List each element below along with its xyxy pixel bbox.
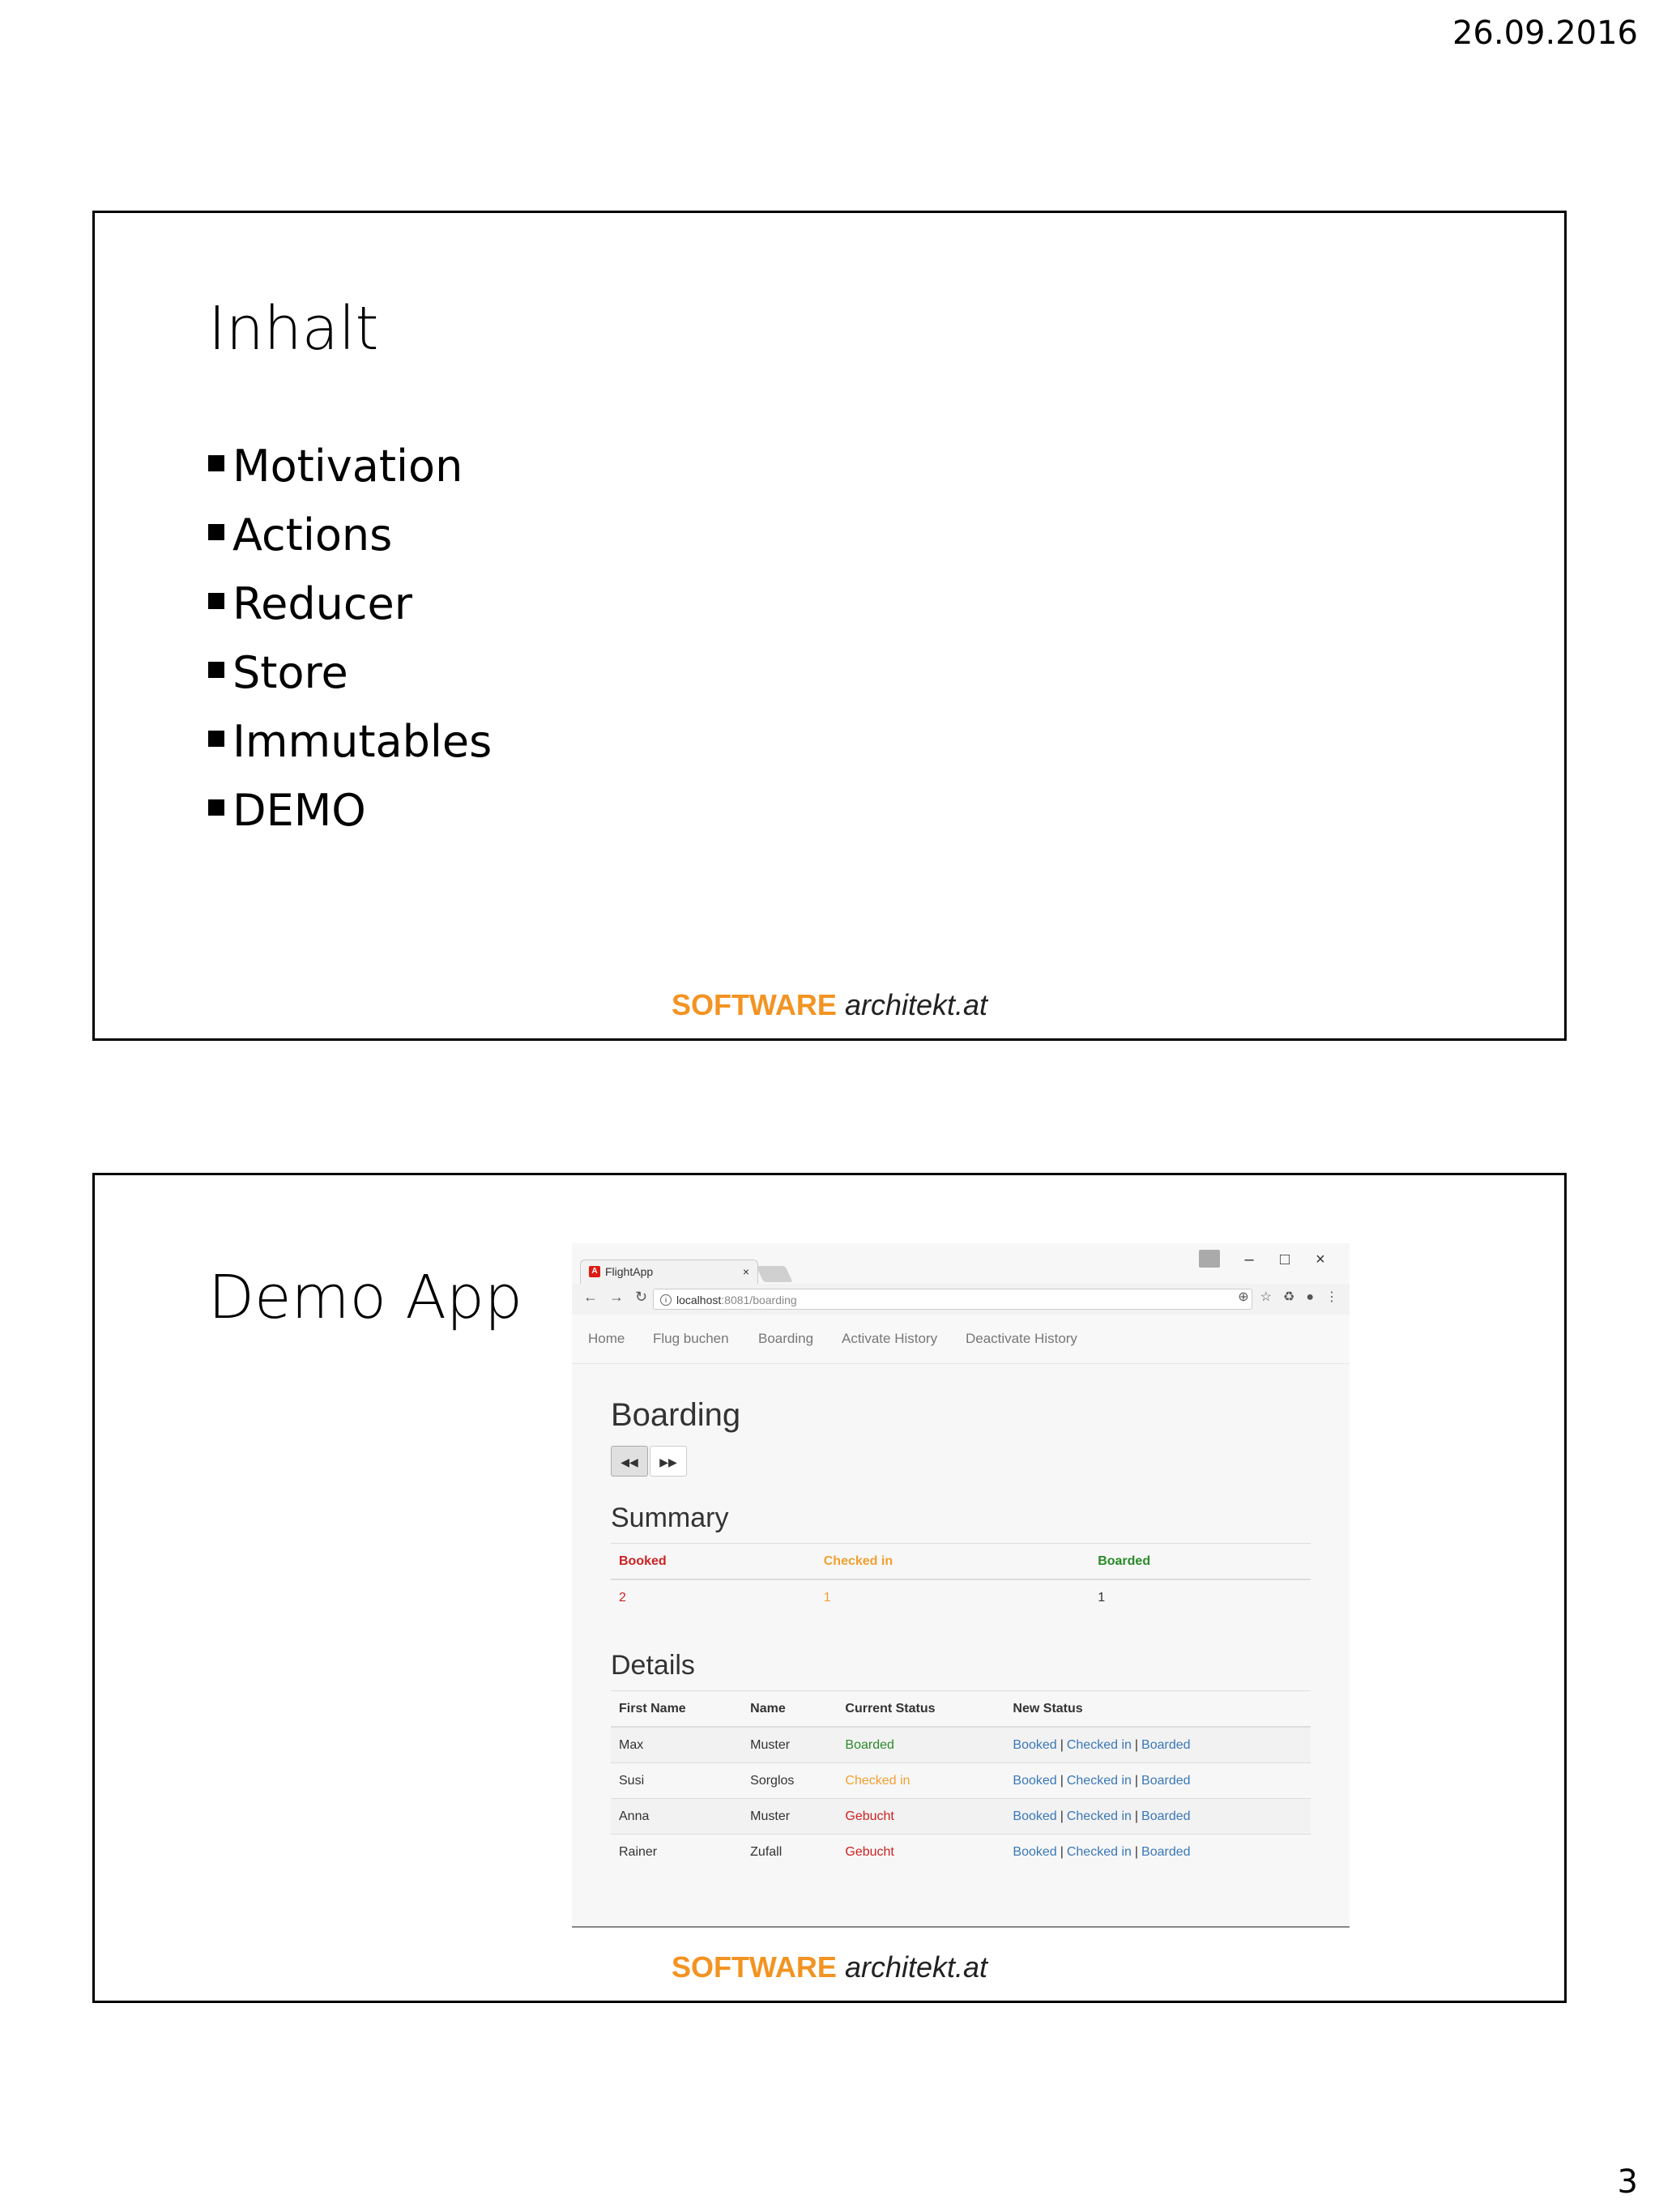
link-separator: |: [1060, 1844, 1064, 1859]
history-button-group: [611, 1446, 689, 1477]
first-name-cell: Rainer: [611, 1835, 742, 1870]
name-cell: Muster: [742, 1727, 837, 1763]
table-row: [611, 1799, 1311, 1835]
current-status-cell: Gebucht: [837, 1799, 1004, 1835]
fast-forward-button[interactable]: ▶▶: [650, 1446, 687, 1477]
first-name-cell: Anna: [611, 1799, 742, 1835]
table-row: [611, 1763, 1311, 1799]
status-link[interactable]: Boarded: [1141, 1844, 1191, 1859]
bullet-square-icon: [208, 524, 224, 540]
status-link[interactable]: Boarded: [1141, 1773, 1191, 1788]
first-name-cell: Susi: [611, 1763, 742, 1799]
name-cell: Muster: [742, 1799, 837, 1835]
bullet-square-icon: [208, 662, 224, 678]
status-link[interactable]: Booked: [1013, 1809, 1057, 1823]
name-cell: Zufall: [742, 1835, 837, 1870]
close-window-icon[interactable]: ×: [1316, 1251, 1325, 1268]
slide-demo-app: [92, 1173, 1567, 2003]
browser-tab[interactable]: A FlightApp ×: [580, 1259, 758, 1284]
new-status-cell: [1004, 1835, 1311, 1870]
tab-bar: [572, 1243, 1350, 1284]
link-separator: |: [1060, 1773, 1064, 1788]
status-link[interactable]: Checked in: [1066, 1809, 1132, 1823]
bullet-square-icon: [208, 799, 224, 816]
slide-title: Demo App: [208, 1263, 522, 1332]
status-link[interactable]: Booked: [1013, 1773, 1057, 1788]
bullet-list: [208, 432, 492, 845]
window-controls: [1199, 1250, 1338, 1269]
menu-icon[interactable]: ⋮: [1325, 1290, 1338, 1304]
app-navbar: [572, 1315, 1350, 1364]
link-separator: |: [1134, 1773, 1139, 1788]
status-link[interactable]: Booked: [1013, 1844, 1057, 1859]
new-tab-button[interactable]: [756, 1266, 792, 1282]
bullet-item: Immutables: [208, 707, 492, 776]
link-separator: |: [1134, 1809, 1139, 1823]
bullet-square-icon: [208, 455, 224, 471]
summary-header: Checked in: [816, 1544, 1090, 1580]
maximize-icon[interactable]: □: [1279, 1251, 1290, 1268]
browser-bottom-edge: [572, 1926, 1350, 1928]
close-tab-icon[interactable]: ×: [742, 1265, 749, 1278]
status-link[interactable]: Boarded: [1141, 1737, 1191, 1752]
browser-screenshot: [572, 1243, 1350, 1928]
link-separator: |: [1134, 1737, 1139, 1752]
summary-heading: Summary: [611, 1502, 729, 1533]
name-cell: Sorglos: [742, 1763, 837, 1799]
summary-table: [611, 1543, 1311, 1615]
minimize-icon[interactable]: –: [1244, 1251, 1254, 1268]
bullet-item: DEMO: [208, 776, 492, 845]
status-link[interactable]: Booked: [1013, 1737, 1057, 1752]
details-header: First Name: [611, 1691, 742, 1728]
nav-buttons: [583, 1289, 659, 1306]
zoom-icon[interactable]: ⊕: [1238, 1290, 1249, 1304]
table-row: [611, 1835, 1311, 1870]
brand-logo: SOFTWARE architekt.at: [671, 1950, 988, 1984]
recycle-icon[interactable]: ♻: [1282, 1290, 1295, 1304]
details-header: Name: [742, 1691, 837, 1728]
link-separator: |: [1134, 1844, 1139, 1859]
address-bar: [572, 1284, 1350, 1315]
extension-icon[interactable]: ●: [1306, 1290, 1314, 1304]
header-date: 26.09.2016: [1452, 15, 1638, 52]
reload-icon[interactable]: ↻: [635, 1289, 648, 1305]
link-separator: |: [1060, 1809, 1064, 1823]
page-title: Boarding: [611, 1397, 741, 1433]
summary-value: 1: [816, 1579, 1090, 1615]
nav-activate-history[interactable]: Activate History: [842, 1331, 938, 1346]
current-status-cell: Gebucht: [837, 1835, 1004, 1870]
current-status-cell: Boarded: [837, 1727, 1004, 1763]
nav-flug-buchen[interactable]: Flug buchen: [653, 1331, 729, 1346]
bullet-square-icon: [208, 593, 224, 609]
status-link[interactable]: Checked in: [1066, 1844, 1132, 1859]
brand-logo: SOFTWARE architekt.at: [671, 988, 988, 1021]
nav-boarding[interactable]: Boarding: [758, 1331, 814, 1346]
star-icon[interactable]: ☆: [1260, 1290, 1272, 1304]
rewind-button[interactable]: ◀◀: [611, 1446, 648, 1477]
slide-title: Inhalt: [208, 294, 379, 364]
info-icon[interactable]: i: [660, 1294, 672, 1306]
profile-icon[interactable]: [1199, 1250, 1220, 1268]
status-link[interactable]: Boarded: [1141, 1809, 1191, 1823]
back-icon[interactable]: ←: [583, 1289, 598, 1305]
details-header: New Status: [1004, 1691, 1311, 1728]
status-link[interactable]: Checked in: [1066, 1737, 1132, 1752]
summary-header: Booked: [611, 1544, 816, 1580]
nav-home[interactable]: Home: [588, 1331, 625, 1346]
bullet-item: Actions: [208, 501, 492, 569]
nav-deactivate-history[interactable]: Deactivate History: [966, 1331, 1077, 1346]
slide-inhalt: [92, 211, 1567, 1041]
toolbar-icons: [1226, 1289, 1338, 1305]
first-name-cell: Max: [611, 1727, 742, 1763]
forward-icon[interactable]: →: [609, 1289, 624, 1305]
angular-icon: A: [589, 1266, 600, 1277]
bullet-item: Reducer: [208, 569, 492, 638]
bullet-item: Store: [208, 638, 492, 707]
status-link[interactable]: Checked in: [1066, 1773, 1132, 1788]
link-separator: |: [1060, 1737, 1064, 1752]
new-status-cell: [1004, 1799, 1311, 1835]
summary-value: 2: [611, 1579, 816, 1615]
url-input[interactable]: i localhost:8081/boarding: [653, 1289, 1252, 1310]
summary-value: 1: [1090, 1579, 1311, 1615]
new-status-cell: [1004, 1727, 1311, 1763]
new-status-cell: [1004, 1763, 1311, 1799]
details-header: Current Status: [837, 1691, 1004, 1728]
details-heading: Details: [611, 1650, 695, 1681]
page-number: 3: [1617, 2163, 1638, 2201]
bullet-item: Motivation: [208, 432, 492, 501]
details-table: [611, 1690, 1311, 1869]
summary-header: Boarded: [1090, 1544, 1311, 1580]
table-row: [611, 1727, 1311, 1763]
bullet-square-icon: [208, 731, 224, 747]
current-status-cell: Checked in: [837, 1763, 1004, 1799]
